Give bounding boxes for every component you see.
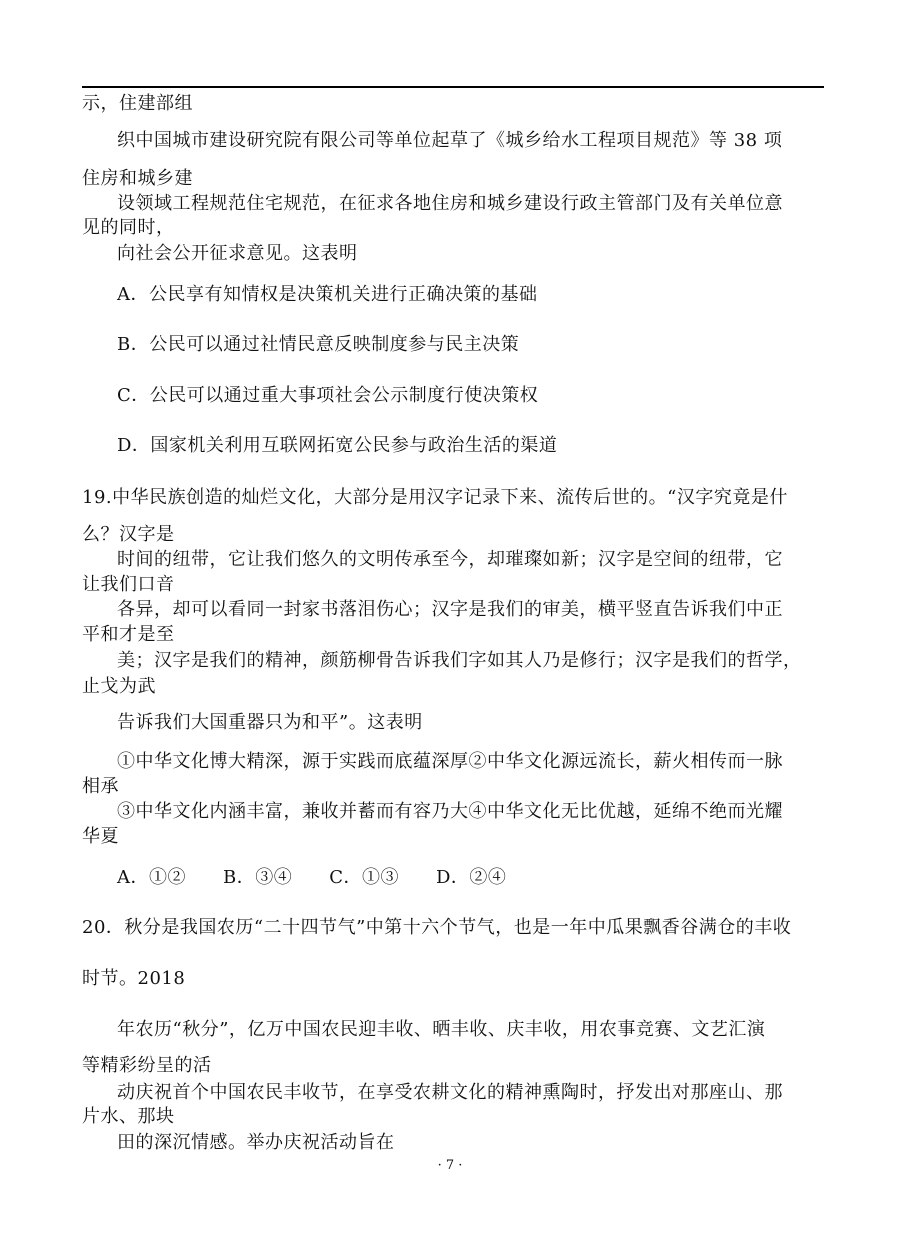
q19-line-7: 美；汉字是我们的精神，颜筋柳骨告诉我们字如其人乃是修行；汉字是我们的哲学， (117, 650, 802, 671)
q19-choices: A．①② B．③④ C．①③ D．②④ (117, 867, 507, 888)
q19-line-3: 时间的纽带，它让我们悠久的文明传承至今，却璀璨如新；汉字是空间的纽带，它 (117, 549, 783, 570)
q20-line-5: 动庆祝首个中国农民丰收节，在享受农耕文化的精神熏陶时，抒发出对那座山、那 (117, 1082, 783, 1103)
q19-statement-line-3: ③中华文化内涵丰富，兼收并蓄而有容乃大④中华文化无比优越，延绵不绝而光耀 (117, 801, 783, 822)
q20-line-2: 时节。2018 (82, 968, 186, 989)
fragment-line-1: 示，住建部组 (82, 93, 193, 114)
fragment-line-6: 向社会公开征求意见。这表明 (117, 243, 358, 264)
fragment-line-2: 织中国城市建设研究院有限公司等单位起草了《城乡给水工程项目规范》等 38 项 (117, 130, 783, 151)
q20-line-6: 片水、那块 (82, 1106, 175, 1127)
q19-line-5: 各异，却可以看同一封家书落泪伤心；汉字是我们的审美，横平竖直告诉我们中正 (117, 599, 783, 620)
fragment-line-3: 住房和城乡建 (82, 168, 193, 189)
q20-line-7: 田的深沉情感。举办庆祝活动旨在 (117, 1132, 395, 1153)
page-number: · 7 · (437, 1158, 463, 1173)
header-rule (82, 86, 824, 88)
option-a: A．公民享有知情权是决策机关进行正确决策的基础 (117, 284, 538, 305)
option-d: D．国家机关利用互联网拓宽公民参与政治生活的渠道 (117, 435, 558, 456)
q20-line-4: 等精彩纷呈的活 (82, 1055, 212, 1076)
q19-line-4: 让我们口音 (82, 574, 175, 595)
option-b: B．公民可以通过社情民意反映制度参与民主决策 (117, 334, 520, 355)
fragment-line-5: 见的同时， (82, 217, 175, 238)
q19-line-2: 么？汉字是 (82, 524, 175, 545)
q19-statement-line-4: 华夏 (82, 826, 119, 847)
q19-line-1: 19.中华民族创造的灿烂文化，大部分是用汉字记录下来、流传后世的。“汉字究竟是什 (82, 487, 788, 508)
q19-statement-line-1: ①中华文化博大精深，源于实践而底蕴深厚②中华文化源远流长，薪火相传而一脉 (117, 751, 783, 772)
fragment-line-4: 设领域工程规范住宅规范，在征求各地住房和城乡建设行政主管部门及有关单位意 (117, 193, 783, 214)
q19-line-6: 平和才是至 (82, 624, 175, 645)
q19-line-9: 告诉我们大国重器只为和平”。这表明 (117, 712, 423, 733)
q19-line-8: 止戈为武 (82, 676, 156, 697)
q19-statement-line-2: 相承 (82, 776, 119, 797)
q20-line-3: 年农历“秋分”，亿万中国农民迎丰收、晒丰收、庆丰收，用农事竞赛、文艺汇演 (117, 1019, 766, 1040)
q20-line-1: 20．秋分是我国农历“二十四节气”中第十六个节气，也是一年中瓜果飘香谷满仓的丰收 (82, 917, 792, 938)
option-c: C．公民可以通过重大事项社会公示制度行使决策权 (117, 385, 539, 406)
